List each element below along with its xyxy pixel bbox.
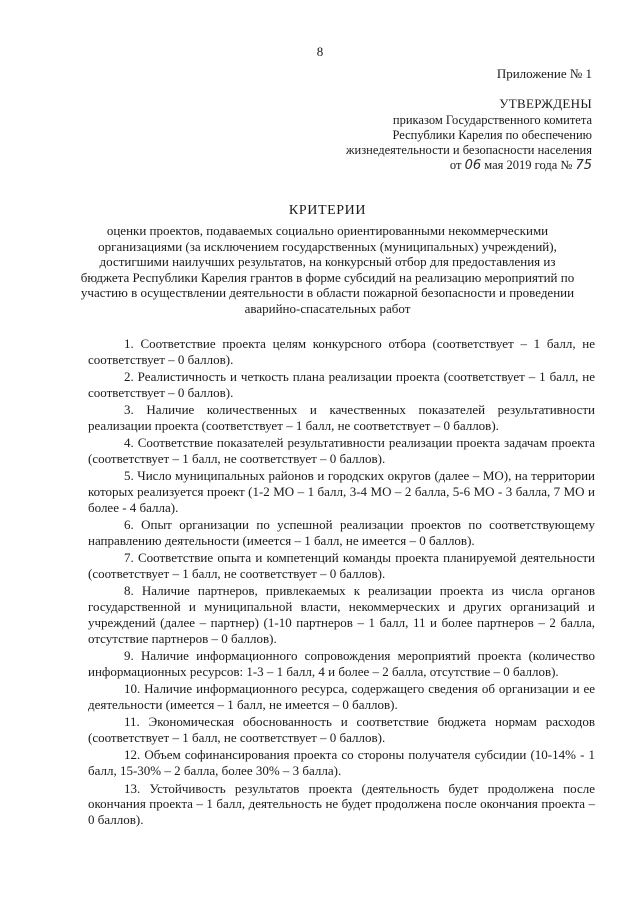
page-number: 8 xyxy=(316,44,324,59)
criterion-item: 13. Устойчивость результатов проекта (деятельность будет продолжена после окончания проекта – 1 балл, деятельность не будет продолжена после окончания проекта – 0 баллов). xyxy=(88,780,595,828)
criterion-item: 2. Реалистичность и четкость плана реализации проекта (соответствует – 1 балл, не соответствует – 0 баллов). xyxy=(88,369,595,400)
order-number-handwritten: 75 xyxy=(575,158,592,173)
approved-heading: УТВЕРЖДЕНЫ xyxy=(499,96,592,111)
criterion-item: 3. Наличие количественных и качественных показателей результативности реализации проекта (соответствует – 1 балл, не соответствует – 0 баллов). xyxy=(88,402,595,433)
document-title: КРИТЕРИИ xyxy=(288,203,367,218)
approval-date-line xyxy=(346,158,592,173)
approval-line-3: жизнедеятельности и безопасности населения xyxy=(345,143,592,157)
criterion-item: 6. Опыт организации по успешной реализации проектов по соответствующему направлению деятельности (имеется – 1 балл, не имеется – 0 баллов). xyxy=(88,517,595,549)
criteria-list xyxy=(88,336,595,829)
approval-line-1: приказом Государственного комитета xyxy=(392,113,592,127)
criterion-item: 11. Экономическая обоснованность и соответствие бюджета нормам расходов (соответствует – 1 балл, не соответствует – 0 баллов). xyxy=(88,714,595,746)
criterion-item: 10. Наличие информационного ресурса, содержащего сведения об организации и ее деятельности (имеется – 1 балл, не имеется – 0 баллов). xyxy=(88,681,595,713)
date-day-handwritten: 06 xyxy=(464,158,482,173)
criterion-item: 5. Число муниципальных районов и городских округов (далее – МО), на территории которых реализуется проект (1-2 МО – 1 балл, 3-4 МО – 2 балла, 5-6 МО - 3 балла, 7 МО и более - 4 балла). xyxy=(88,468,595,515)
date-suffix: мая 2019 года № xyxy=(484,158,573,172)
date-prefix: от xyxy=(449,158,462,172)
criterion-item: 7. Соответствие опыта и компетенций команды проекта планируемой деятельности (соответствует – 1 балл, не соответствует – 0 баллов). xyxy=(88,550,595,582)
criterion-item: 9. Наличие информационного сопровождения мероприятий проекта (количество информационных ресурсов: 1-3 – 1 балл, 4 и более – 2 балла, отсутствие – 0 баллов). xyxy=(88,648,595,679)
approval-line-2: Республики Карелия по обеспечению xyxy=(392,128,592,142)
criterion-item: 12. Объем софинансирования проекта со стороны получателя субсидии (10-14% - 1 балл, 15-30% – 2 балла, более 30% – 3 балла). xyxy=(88,747,595,779)
criterion-item: 4. Соответствие показателей результативности реализации проекта задачам проекта (соответствует – 1 балл, не соответствует – 0 баллов). xyxy=(88,435,595,467)
criterion-item: 8. Наличие партнеров, привлекаемых к реализации проекта из числа органов государственной и муниципальной власти, некоммерческих и других организаций и учреждений (далее – партнер) (1-10 партнеров – 1 балл, 11 и более партнеров – 2 балла, отсутствие партнеров – 0 баллов). xyxy=(88,583,595,646)
appendix-label: Приложение № 1 xyxy=(496,66,592,81)
approval-block xyxy=(346,96,592,173)
document-subtitle: оценки проектов, подаваемых социально ориентированными некоммерческими организациями (за исключением государственных (муниципальных) учреждений), достигшими наилучших результатов, на конкурсный отбор для предоставления из бюджета Республики Карелия грантов в форме субсидий на реализацию мероприятий по участию в осуществлении деятельности в области пожарной безопасности и проведении аварийно-спасательных работ xyxy=(80,223,575,316)
document-title-block xyxy=(80,203,575,317)
criterion-item: 1. Соответствие проекта целям конкурсного отбора (соответствует – 1 балл, не соответствует – 0 баллов). xyxy=(88,336,595,367)
